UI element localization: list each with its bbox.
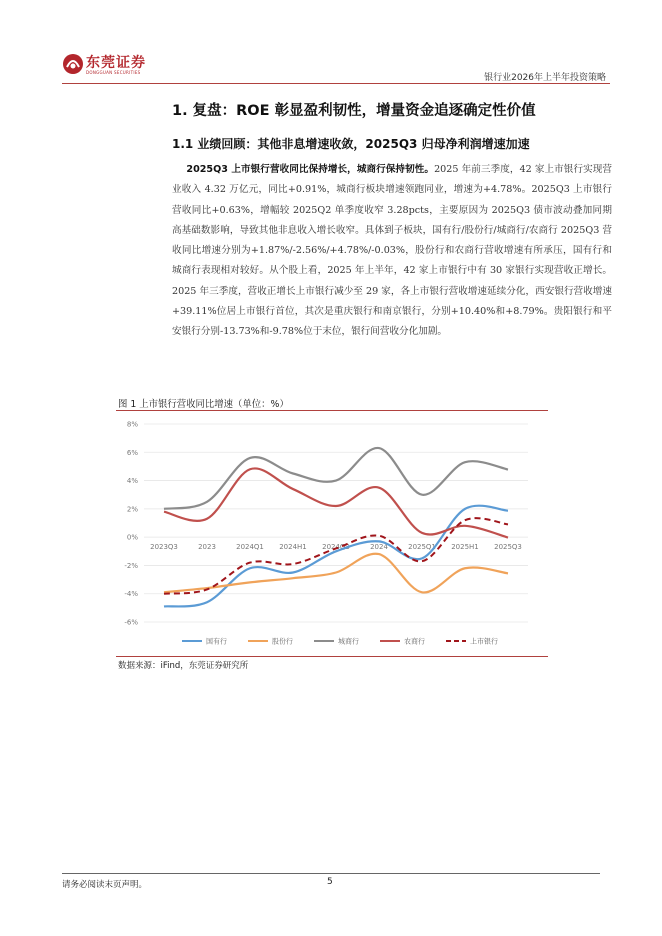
x-tick-label: 2025Q3 <box>494 543 522 552</box>
header-divider <box>62 83 610 84</box>
y-tick-label: 8% <box>126 420 138 429</box>
report-title: 银行业2026年上半年投资策略 <box>484 73 606 83</box>
disclaimer-note: 请务必阅读末页声明。 <box>62 880 148 890</box>
y-tick-label: 4% <box>126 477 138 486</box>
series-line <box>164 468 508 537</box>
brand-name: 东莞证券 <box>86 55 146 71</box>
paragraph-lead: 2025Q3 上市银行营收同比保持增长，城商行保持韧性。 <box>186 164 435 175</box>
series-line <box>164 506 508 607</box>
page-number: 5 <box>327 877 333 887</box>
paragraph-body: 2025 年前三季度，42 家上市银行实现营业收入 4.32 万亿元，同比+0.91%，城商行板块增速领跑同业，增速为+4.78%。2025Q3 上市银行营收同比+0.63%，增幅较 2025Q2 单季度收窄 3.28pcts，主要原因为 2025Q3 债市波动叠加同期高基础数影响，导致其他非息收入增长收窄。具体到子板块，国有行/股份行/城商行/农商行 2025Q3 营收同比增速分别为+1.87%/-2.56%/+4.78%/-0.03%，股份行和农商行营收增速有所承压，国有行和城商行表现相对较好。从个股上看，2025 年上半年，42 家上市银行中有 30 家银行实现营收正增长。2025 年三季度，营收正增长上市银行减少至 29 家，各上市银行营收增速延续分化，西安银行营收增速+39.11%位居上市银行首位，其次是重庆银行和南京银行，分别+10.40%和+8.79%。贵阳银行和平安银行分别-13.73%和-9.78%位于末位，银行间营收分化加剧。 <box>172 164 612 338</box>
series-line <box>164 554 508 593</box>
figure-top-rule <box>116 410 548 411</box>
brand-sub: DONGGUAN SECURITIES <box>86 70 141 75</box>
x-tick-label: 2024Q3 <box>322 543 350 552</box>
brand-logo <box>62 52 172 78</box>
x-tick-label: 2025Q1 <box>408 543 436 552</box>
x-tick-label: 2025H1 <box>451 543 479 552</box>
revenue-growth-chart <box>116 412 548 655</box>
section-heading: 1. 复盘：ROE 彰显盈利韧性，增量资金追逐确定性价值 <box>172 103 536 119</box>
footer-divider <box>62 873 600 874</box>
legend-label: 上市银行 <box>470 637 498 646</box>
y-tick-label: 0% <box>126 533 138 542</box>
legend-label: 农商行 <box>404 637 425 646</box>
figure-source: 数据来源：iFind，东莞证券研究所 <box>118 661 249 671</box>
y-tick-label: -2% <box>124 561 138 570</box>
x-tick-label: 2024Q1 <box>236 543 264 552</box>
x-tick-label: 2024 <box>370 543 388 552</box>
legend-label: 城商行 <box>338 637 359 646</box>
figure-title: 图 1 上市银行营收同比增速（单位：%） <box>118 399 289 410</box>
body-paragraph <box>172 160 612 343</box>
subsection-heading: 1.1 业绩回顾：其他非息增速收敛，2025Q3 归母净利润增速加速 <box>172 137 530 151</box>
legend-label: 股份行 <box>272 637 293 646</box>
y-tick-label: 6% <box>126 448 138 457</box>
x-tick-label: 2024H1 <box>279 543 307 552</box>
legend-label: 国有行 <box>206 637 227 646</box>
brand-logo-icon <box>62 53 84 75</box>
series-line <box>164 518 508 594</box>
y-tick-label: -4% <box>124 590 138 599</box>
y-tick-label: 2% <box>126 505 138 514</box>
y-tick-label: -6% <box>124 618 138 627</box>
x-tick-label: 2023Q3 <box>150 543 178 552</box>
x-tick-label: 2023 <box>198 543 216 552</box>
figure-bottom-rule <box>116 656 548 657</box>
series-line <box>164 448 508 509</box>
